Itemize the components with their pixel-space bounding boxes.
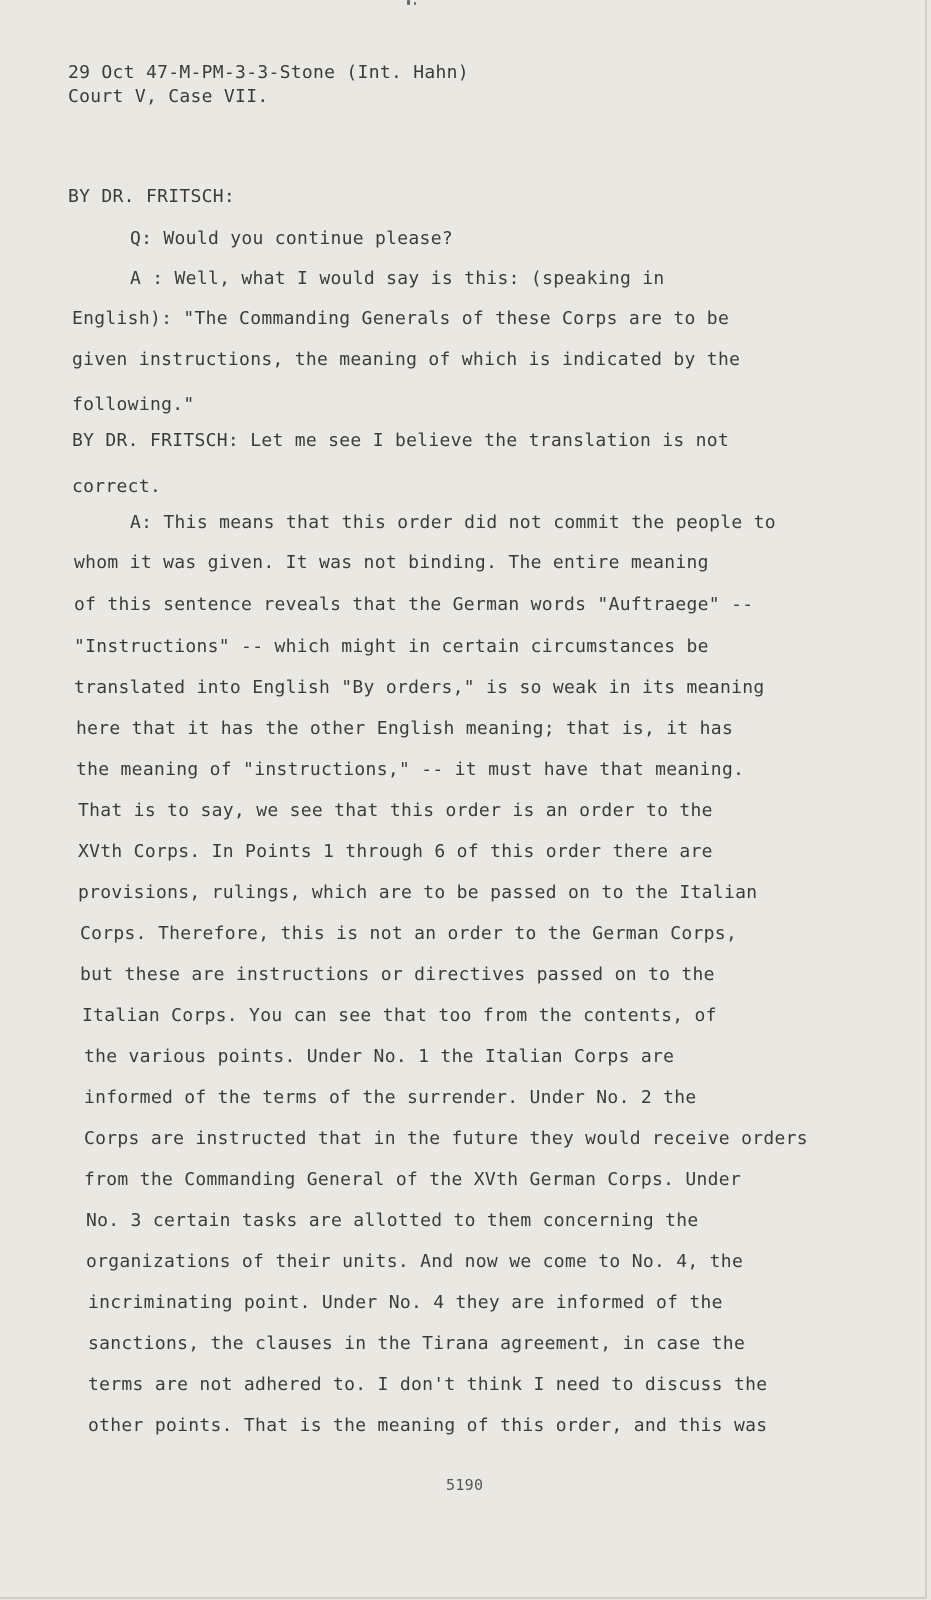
text-line: correct. (72, 476, 162, 497)
text-line: terms are not adhered to. I don't think I need to discuss the (88, 1374, 768, 1395)
text-line: Corps. Therefore, this is not an order to the German Corps, (80, 923, 738, 944)
header-line-2: Court V, Case VII. (68, 86, 269, 107)
text-line: following." (72, 394, 195, 415)
speaker-line: BY DR. FRITSCH: Let me see I believe the translation is not (72, 430, 730, 451)
text-line: of this sentence reveals that the German words "Auftraege" -- (74, 594, 754, 615)
text-line: That is to say, we see that this order is an order to the (78, 800, 713, 821)
text-line: the meaning of "instructions," -- it must have that meaning. (76, 759, 745, 780)
text-line: incriminating point. Under No. 4 they are informed of the (88, 1292, 723, 1313)
text-line: whom it was given. It was not binding. The entire meaning (74, 552, 709, 573)
text-line: English): "The Commanding Generals of these Corps are to be (72, 308, 730, 329)
text-line: No. 3 certain tasks are allotted to them concerning the (86, 1210, 699, 1231)
paper-mark (414, 2, 416, 5)
text-line: from the Commanding General of the XVth German Corps. Under (84, 1169, 742, 1190)
text-line: here that it has the other English meaning; that is, it has (76, 718, 734, 739)
paper-mark (407, 0, 410, 5)
answer-line: A : Well, what I would say is this: (speaking in (130, 268, 665, 289)
question-line: Q: Would you continue please? (130, 228, 453, 249)
text-line: provisions, rulings, which are to be passed on to the Italian (78, 882, 758, 903)
header-line-1: 29 Oct 47-M-PM-3-3-Stone (Int. Hahn) (68, 62, 469, 83)
text-line: the various points. Under No. 1 the Italian Corps are (84, 1046, 675, 1067)
text-line: sanctions, the clauses in the Tirana agreement, in case the (88, 1333, 746, 1354)
text-line: but these are instructions or directives passed on to the (80, 964, 715, 985)
text-line: "Instructions" -- which might in certain circumstances be (74, 636, 709, 657)
text-line: organizations of their units. And now we come to No. 4, the (86, 1251, 744, 1272)
answer-line: A: This means that this order did not commit the people to (130, 512, 776, 533)
text-line: other points. That is the meaning of this order, and this was (88, 1415, 768, 1436)
text-line: given instructions, the meaning of which is indicated by the (72, 349, 741, 370)
text-line: translated into English "By orders," is so weak in its meaning (74, 677, 765, 698)
text-line: informed of the terms of the surrender. Under No. 2 the (84, 1087, 697, 1108)
speaker-heading: BY DR. FRITSCH: (68, 186, 236, 207)
text-line: XVth Corps. In Points 1 through 6 of this order there are (78, 841, 713, 862)
text-line: Italian Corps. You can see that too from the contents, of (82, 1005, 717, 1026)
page-number: 5190 (446, 1476, 484, 1494)
text-line: Corps are instructed that in the future they would receive orders (84, 1128, 808, 1149)
